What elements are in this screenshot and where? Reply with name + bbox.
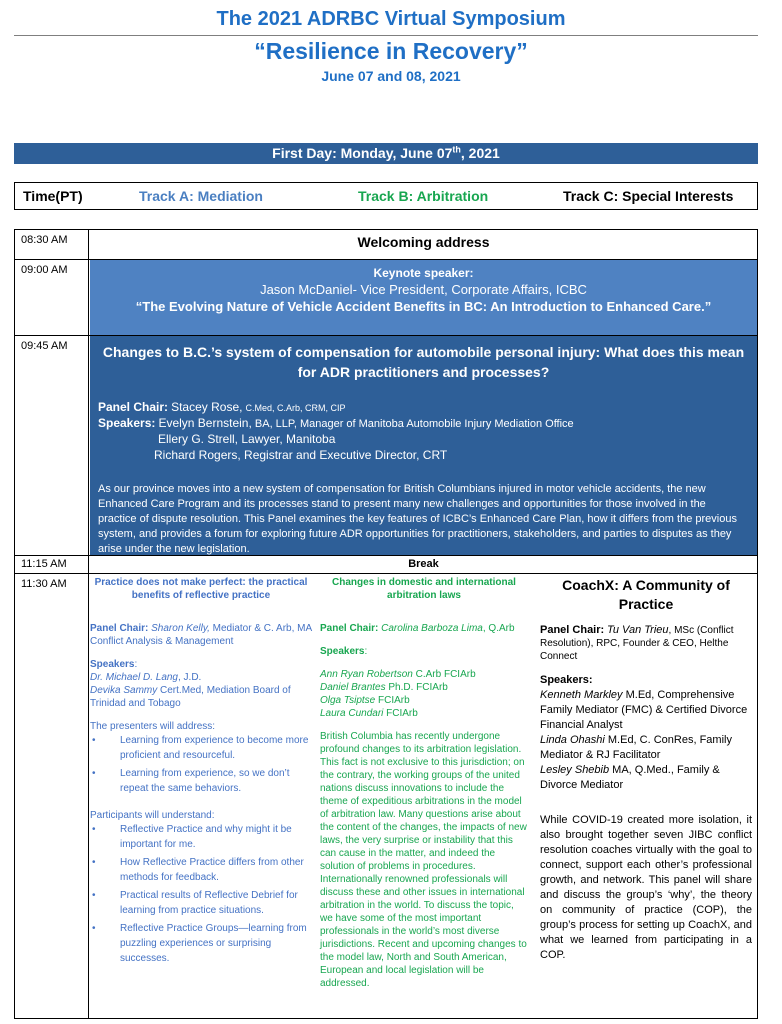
sessions-cell: [90, 574, 757, 1018]
day-banner: First Day: Monday, June 07th, 2021: [14, 143, 758, 164]
time-cell: 09:00 AM: [15, 260, 89, 335]
session-a-address-intro: The presenters will address:: [90, 721, 216, 732]
list-item: • Reflective Practice and why might it be important for me.: [90, 822, 312, 852]
schedule-row-panel: [15, 336, 757, 556]
header-divider: [14, 35, 758, 36]
session-b-chair: Panel Chair: Carolina Barboza Lima, Q.Arb: [320, 623, 515, 634]
session-a-address-list: [90, 733, 312, 796]
list-item: • How Reflective Practice differs from other methods for feedback.: [90, 855, 312, 885]
panel-title: Changes to B.C.’s system of compensation for automobile personal injury: What does this mean for ADR practitioners and processes?: [102, 344, 745, 380]
list-item: • Practical results of Reflective Debrief for learning from practice situations.: [90, 888, 312, 918]
session-c-description: While COVID-19 created more isolation, it also brought together seven JIBC conflict resolution coaches virtually with the goal to connect, support each other’s professional growth, and network. This panel will share and discuss the group’s ‘why’, the theory on community of practice (COP), the group’s process for setting up CoachX, and what we learned from participating in a COP.: [540, 814, 752, 961]
keynote-cell: [90, 260, 757, 335]
panel-description: As our province moves into a new system of compensation for British Columbians injured in motor vehicle accidents, the new Enhanced Care Program and its processes stand to present many new challenges and opportunities for those involved in the practice of dispute resolution. This Panel examines the key features of ICBC’s Enhanced Care Plan, how it differs from the previous system, and provides a forum for exploring future ADR opportunities for practitioners, stakeholders, and parties to disputes as they arise under the new legislation.: [98, 483, 737, 555]
session-b-speaker: Olga Tsiptse FCIArb: [320, 695, 410, 706]
session-b-speaker: Ann Ryan Robertson C.Arb FCIArb: [320, 669, 476, 680]
session-a-understand-list: [90, 822, 312, 966]
schedule-table: [14, 229, 758, 1019]
session-a-chair: Panel Chair: Sharon Kelly, Mediator & C. Arb, MA Conflict Analysis & Management: [90, 623, 312, 647]
session-a-speakers-label: Speakers:: [90, 659, 138, 670]
session-a-understand-intro: Participants will understand:: [90, 810, 215, 821]
session-c-speakers-label: Speakers:: [540, 674, 593, 686]
panel-speaker-2: Ellery G. Strell, Lawyer, Manitoba: [158, 432, 336, 446]
list-item: • Reflective Practice Groups—learning from puzzling experiences or surprising successes.: [90, 921, 312, 966]
track-a-label: Track A: Mediation: [139, 188, 263, 204]
panel-chair: Panel Chair: Stacey Rose, C.Med, C.Arb, CRM, CIP: [98, 400, 346, 414]
symposium-title: The 2021 ADRBC Virtual Symposium: [216, 8, 566, 30]
session-b-speaker: Daniel Brantes Ph.D. FCIArb: [320, 682, 448, 693]
symposium-dates: June 07 and 08, 2021: [321, 68, 461, 84]
time-cell: 11:15 AM: [15, 556, 89, 573]
session-c-speaker: Kenneth Markley M.Ed, Comprehensive Family Mediator (FMC) & Certified Divorce Financial Analyst: [540, 689, 748, 731]
session-c-chair: Panel Chair: Tu Van Trieu, MSc (Conflict Resolution), RPC, Founder & CEO, Helthe Connect: [540, 624, 734, 662]
welcome-title: Welcoming address: [357, 234, 490, 250]
keynote-speaker: Jason McDaniel- Vice President, Corporate Affairs, ICBC: [260, 282, 587, 297]
session-a-speaker: Dr. Michael D. Lang, J.D.: [90, 672, 202, 683]
session-b-title: Changes in domestic and international arbitration laws: [332, 577, 516, 601]
schedule-row-sessions: [15, 574, 757, 1018]
panel-speaker-3: Richard Rogers, Registrar and Executive Director, CRT: [154, 448, 448, 462]
panel-cell: [90, 336, 757, 555]
time-cell: 11:30 AM: [15, 574, 89, 1018]
session-c-title: CoachX: A Community of Practice: [562, 577, 730, 612]
symposium-theme: “Resilience in Recovery”: [254, 38, 528, 64]
schedule-row-keynote: [15, 260, 757, 336]
session-a-title: Practice does not make perfect: the practical benefits of reflective practice: [94, 577, 308, 601]
break-title: Break: [408, 558, 439, 570]
track-c-label: Track C: Special Interests: [563, 188, 734, 204]
session-b-speaker: Laura Cundari FCIArb: [320, 708, 418, 719]
keynote-label: Keynote speaker:: [373, 266, 474, 280]
panel-speaker-1: Speakers: Evelyn Bernstein, BA, LLP, Manager of Manitoba Automobile Injury Mediation Office: [98, 416, 574, 430]
list-item: • Learning from experience to become more proficient and resourceful.: [90, 733, 312, 763]
track-header-row: [14, 182, 758, 210]
track-b-session: [320, 574, 528, 1018]
schedule-row-break: [15, 556, 757, 574]
track-time-label: Time(PT): [23, 188, 83, 204]
session-c-speaker: Lesley Shebib MA, Q.Med., Family & Divorce Mediator: [540, 764, 720, 791]
keynote-talk-title: “The Evolving Nature of Vehicle Accident Benefits in BC: An Introduction to Enhanced Care.”: [135, 299, 712, 314]
schedule-row-welcome: [15, 230, 757, 260]
time-cell: 09:45 AM: [15, 336, 89, 555]
session-b-description: British Columbia has recently undergone profound changes to its arbitration legislation. This fact is not exclusive to this jurisdiction; on the contrary, the working groups of the united nations discuss innovations to include the theme of expeditious arbitrations in the model of arbitration law. Many questions arise about the content of the changes, the impacts of new laws, the very surprise or instability that this can cause in the matter, and indeed the solution of problems in procedures. Internationally renowned professionals will discuss these and other issues in international arbitration in the world. To discuss the topic, we have some of the most important professionals in the world’s most diverse jurisdictions. Recent and upcoming changes to the model law, North and South American, European and local legislation will be addressed.: [320, 731, 527, 989]
track-a-session: [90, 574, 312, 1018]
session-b-speakers-label: Speakers:: [320, 646, 368, 657]
session-a-speaker: Devika Sammy Cert.Med, Mediation Board of Trinidad and Tobago: [90, 685, 291, 709]
list-item: • Learning from experience, so we don’t repeat the same behaviors.: [90, 766, 312, 796]
time-cell: 08:30 AM: [15, 230, 89, 259]
session-c-speaker: Linda Ohashi M.Ed, C. ConRes, Family Mediator & RJ Facilitator: [540, 734, 732, 761]
track-b-label: Track B: Arbitration: [358, 188, 489, 204]
track-c-session: [540, 574, 752, 1018]
